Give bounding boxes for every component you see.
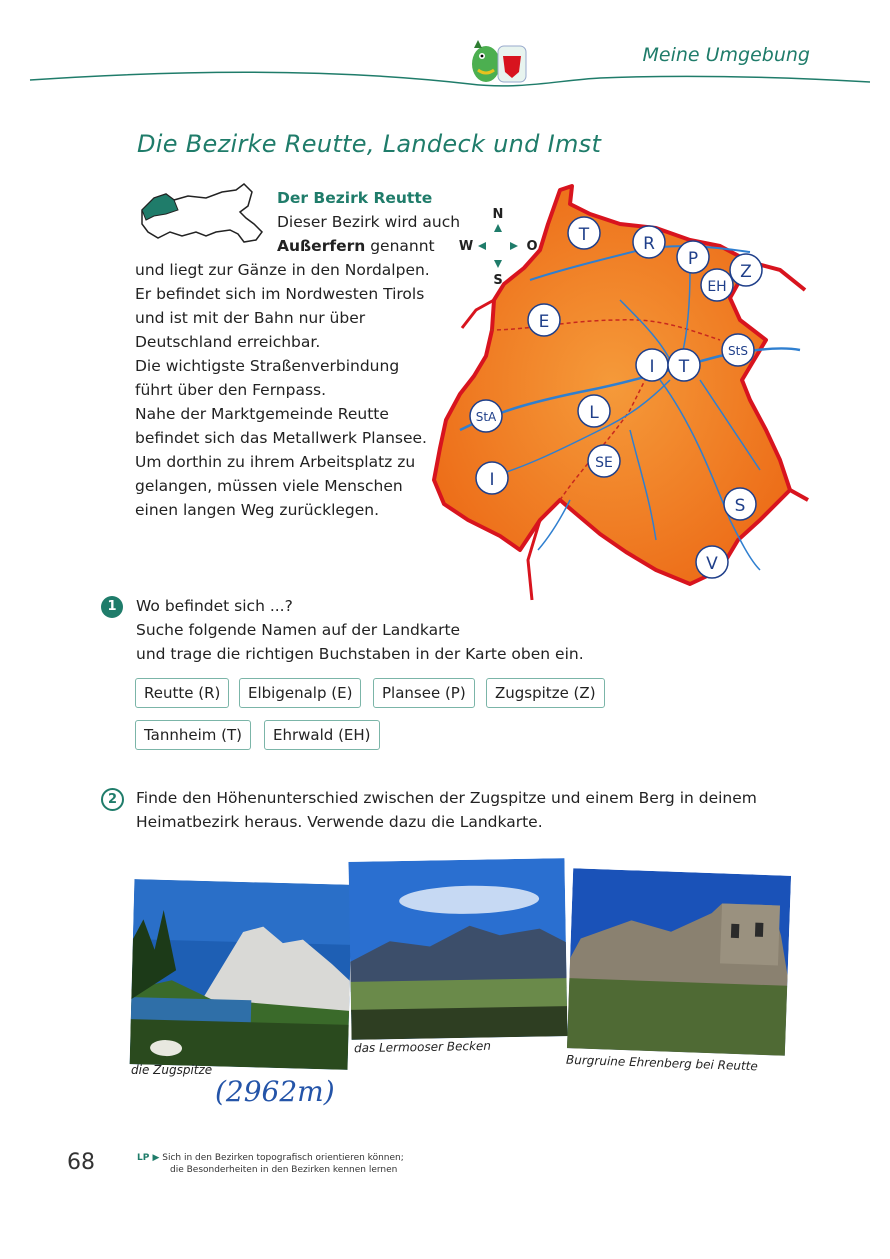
- svg-text:StS: StS: [728, 344, 748, 358]
- map-marker: [588, 445, 620, 477]
- svg-text:EH: EH: [707, 279, 727, 295]
- map-marker: [668, 349, 700, 381]
- photo-lermooser-becken: [348, 858, 567, 1040]
- svg-text:SE: SE: [595, 455, 613, 471]
- caption-zugspitze: die Zugspitze: [131, 1063, 213, 1077]
- body-line: einen langen Weg zurücklegen.: [135, 501, 380, 519]
- lp-note: [137, 1152, 404, 1176]
- lp-line2: die Besonderheiten in den Bezirken kennen lernen: [170, 1165, 398, 1175]
- eagle-crest-icon: [498, 46, 526, 82]
- compass-n: N: [492, 207, 504, 222]
- dragon-mascot-icon: [472, 40, 500, 82]
- svg-text:I: I: [489, 470, 495, 490]
- body-line: Er befindet sich im Nordwesten Tirols: [135, 285, 425, 303]
- photo-zugspitze: [130, 879, 353, 1070]
- tirol-outline-map: [136, 180, 266, 252]
- body-line: befindet sich das Metallwerk Plansee.: [135, 429, 427, 447]
- map-marker: [701, 269, 733, 301]
- handwritten-answer: (2962m): [215, 1075, 335, 1108]
- task1-line1: Wo befindet sich ...?: [136, 597, 293, 615]
- compass-s: S: [493, 273, 503, 288]
- map-marker: [636, 349, 668, 381]
- intro-line1: Dieser Bezirk wird auch: [277, 213, 461, 231]
- lp-label: LP ▶: [137, 1153, 160, 1163]
- task2-line2: Heimatbezirk heraus. Verwende dazu die Landkarte.: [136, 813, 543, 831]
- district-title-bold: Reutte: [373, 189, 433, 207]
- intro-body: [135, 258, 455, 522]
- map-marker: [568, 217, 600, 249]
- svg-text:S: S: [734, 496, 746, 516]
- map-marker: [730, 254, 762, 286]
- task1-line3: und trage die richtigen Buchstaben in der Karte oben ein.: [136, 645, 584, 663]
- section-title: Meine Umgebung: [642, 44, 810, 66]
- page-number: 68: [67, 1150, 95, 1175]
- task1-line2: Suche folgende Namen auf der Landkarte: [136, 621, 461, 639]
- ausserfern-bold: Außerfern: [277, 237, 366, 255]
- compass-o: O: [526, 239, 538, 254]
- body-line: führt über den Fernpass.: [135, 381, 327, 399]
- chip-tannheim: Tannheim (T): [135, 720, 251, 750]
- chip-zugspitze: Zugspitze (Z): [486, 678, 605, 708]
- svg-text:T: T: [578, 225, 590, 245]
- svg-text:I: I: [649, 357, 655, 377]
- task2-line1: Finde den Höhenunterschied zwischen der Zugspitze und einem Berg in deinem: [136, 789, 757, 807]
- body-line: Die wichtigste Straßenverbindung: [135, 357, 400, 375]
- map-marker: [633, 226, 665, 258]
- map-marker: [578, 395, 610, 427]
- caption-lermooser-becken: das Lermooser Becken: [353, 1038, 492, 1056]
- page-heading: Die Bezirke Reutte, Landeck und Imst: [137, 130, 602, 158]
- svg-text:P: P: [687, 249, 699, 269]
- body-line: Nahe der Marktgemeinde Reutte: [135, 405, 389, 423]
- intro-line2-rest: genannt: [365, 237, 435, 255]
- svg-text:T: T: [678, 357, 690, 377]
- map-marker: [722, 334, 754, 366]
- district-map: [420, 180, 820, 610]
- body-line: und liegt zur Gänze in den Nordalpen.: [135, 261, 430, 279]
- chip-elbigenalp: Elbigenalp (E): [239, 678, 361, 708]
- task1-number-badge: 1: [101, 596, 123, 618]
- svg-text:Z: Z: [740, 262, 752, 282]
- task2-number-badge: 2: [101, 788, 124, 811]
- chip-plansee: Plansee (P): [373, 678, 475, 708]
- lp-line1: Sich in den Bezirken topografisch orientieren können;: [162, 1153, 404, 1163]
- body-line: gelangen, müssen viele Menschen: [135, 477, 403, 495]
- task2-text: [136, 786, 757, 834]
- map-marker: [476, 462, 508, 494]
- body-line: Um dorthin zu ihrem Arbeitsplatz zu: [135, 453, 416, 471]
- svg-text:E: E: [538, 312, 550, 332]
- photo-burgruine-ehrenberg: [567, 868, 791, 1055]
- chip-reutte: Reutte (R): [135, 678, 229, 708]
- map-marker: [724, 488, 756, 520]
- body-line: und ist mit der Bahn nur über: [135, 309, 366, 327]
- svg-text:R: R: [643, 234, 655, 254]
- district-title-prefix: Der Bezirk: [277, 189, 374, 207]
- svg-text:V: V: [706, 554, 718, 574]
- caption-burgruine-ehrenberg: Burgruine Ehrenberg bei Reutte: [565, 1052, 758, 1074]
- reutte-highlight: [142, 194, 178, 220]
- svg-text:StA: StA: [475, 410, 497, 424]
- map-marker: [677, 241, 709, 273]
- map-marker: [528, 304, 560, 336]
- chip-ehrwald: Ehrwald (EH): [264, 720, 380, 750]
- map-border-extension: [462, 300, 494, 328]
- map-marker: [470, 400, 502, 432]
- map-border-extension: [790, 490, 808, 500]
- compass-w: W: [458, 239, 474, 254]
- map-marker: [696, 546, 728, 578]
- task1-text: [136, 594, 584, 666]
- body-line: Deutschland erreichbar.: [135, 333, 321, 351]
- svg-text:L: L: [589, 403, 599, 423]
